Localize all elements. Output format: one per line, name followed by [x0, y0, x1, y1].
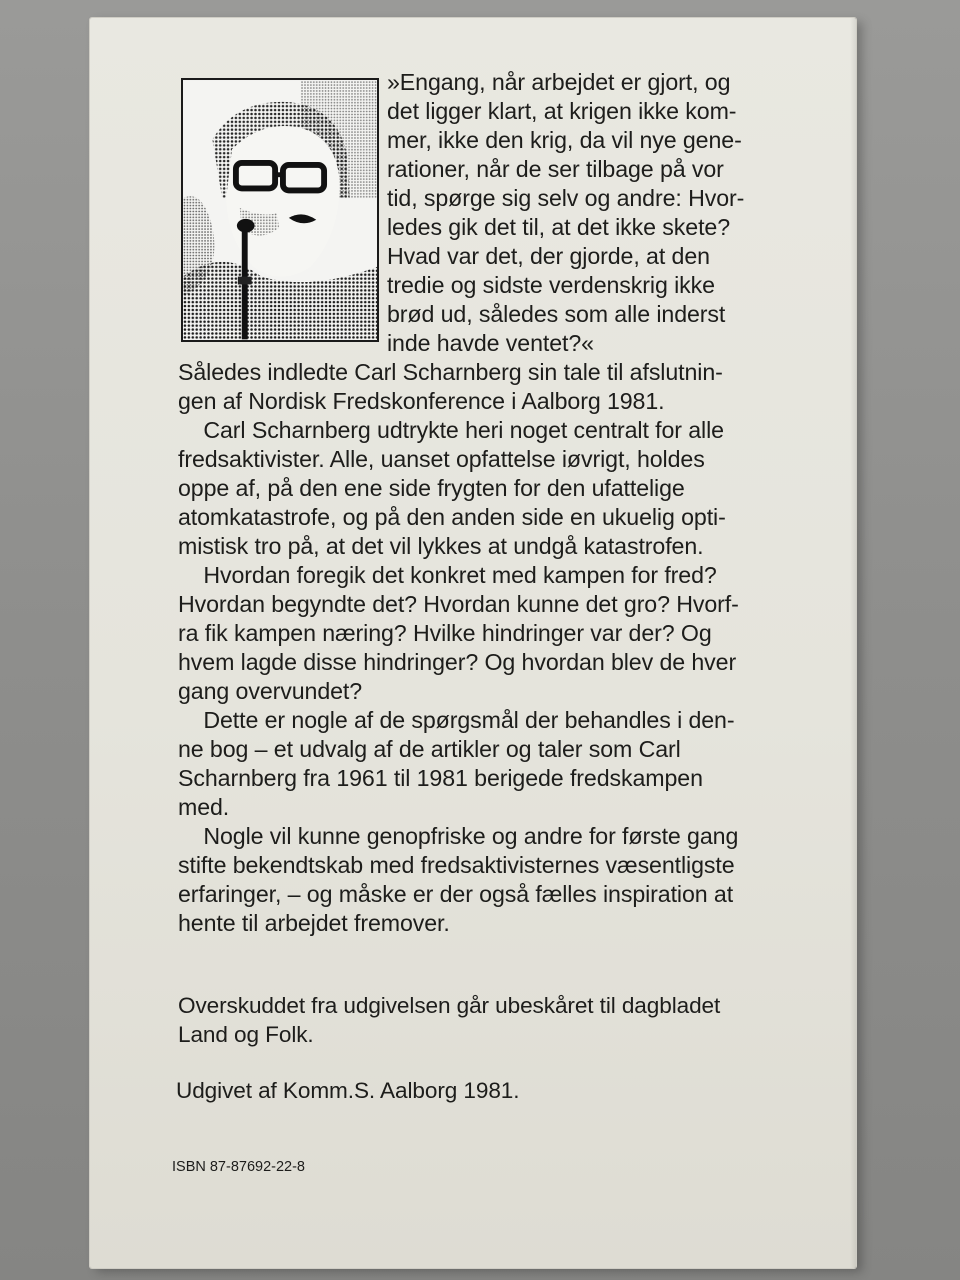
body-line: atomkatastrofe, og på den anden side en ukuelig opti- — [178, 504, 726, 530]
body-line: hente til arbejdet fremover. — [178, 910, 450, 936]
quote-line: Hvad var det, der gjorde, at den — [387, 243, 710, 269]
quote-line: tid, spørge sig selv og andre: Hvor- — [387, 185, 745, 211]
quote-line: tredie og sidste verdenskrig ikke — [387, 272, 715, 298]
quote-line: brød ud, således som alle inderst — [387, 301, 726, 327]
publisher-line — [176, 1076, 519, 1105]
note-line: Land og Folk. — [178, 1022, 314, 1047]
body-line: Scharnberg fra 1961 til 1981 berigede fredskampen — [178, 765, 703, 791]
note-line: Overskuddet fra udgivelsen går ubeskåret til dagbladet — [178, 993, 721, 1018]
quote-line: mer, ikke den krig, da vil nye gene- — [387, 127, 742, 153]
blurb-body-text — [178, 358, 739, 938]
isbn-text: ISBN 87-87692-22-8 — [172, 1159, 305, 1175]
body-line: Nogle vil kunne genopfriske og andre for første gang — [178, 823, 739, 849]
body-line: Hvordan foregik det konkret med kampen for fred? — [178, 562, 717, 588]
body-line: gang overvundet? — [178, 678, 363, 704]
proceeds-note — [178, 991, 720, 1049]
body-line: oppe af, på den ene side frygten for den ufattelige — [178, 475, 685, 501]
body-line: ra fik kampen næring? Hvilke hindringer var der? Og — [178, 620, 712, 646]
author-portrait-photo — [181, 78, 379, 342]
body-line: gen af Nordisk Fredskonference i Aalborg 1981. — [178, 388, 665, 414]
body-line: hvem lagde disse hindringer? Og hvordan blev de hver — [178, 649, 737, 675]
body-line: ne bog – et udvalg af de artikler og taler som Carl — [178, 736, 681, 762]
body-line: Hvordan begyndte det? Hvordan kunne det gro? Hvorf- — [178, 591, 739, 617]
quote-line: ledes gik det til, at det ikke skete? — [387, 214, 731, 240]
quote-line: det ligger klart, at krigen ikke kom- — [387, 98, 737, 124]
quote-line: inde havde ventet?« — [387, 330, 594, 356]
quote-line: »Engang, når arbejdet er gjort, og — [387, 69, 731, 95]
quote-line: rationer, når de ser tilbage på vor — [387, 156, 724, 182]
body-line: Carl Scharnberg udtrykte heri noget centralt for alle — [178, 417, 724, 443]
body-line: Dette er nogle af de spørgsmål der behandles i den- — [178, 707, 735, 733]
opening-quote — [387, 68, 744, 358]
body-line: stifte bekendtskab med fredsaktivisternes væsentligste — [178, 852, 735, 878]
body-line: Således indledte Carl Scharnberg sin tale til afslutnin- — [178, 359, 723, 385]
body-line: med. — [178, 794, 230, 820]
body-line: mistisk tro på, at det vil lykkes at undgå katastrofen. — [178, 533, 704, 559]
publisher-text: Udgivet af Komm.S. Aalborg 1981. — [176, 1078, 520, 1103]
body-line: fredsaktivister. Alle, uanset opfattelse iøvrigt, holdes — [178, 446, 705, 472]
isbn-number — [172, 1158, 305, 1176]
body-line: erfaringer, – og måske er der også fælles inspiration at — [178, 881, 734, 907]
